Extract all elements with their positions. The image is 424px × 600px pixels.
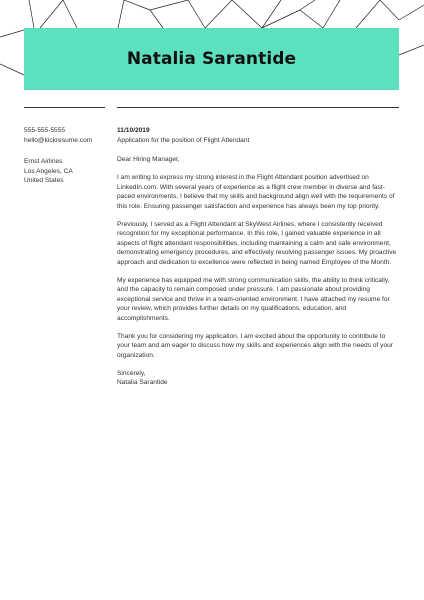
letter-body: [117, 126, 399, 388]
salutation: Dear Hiring Manager,: [117, 156, 180, 164]
signature: Natalia Sarantide: [117, 379, 168, 387]
paragraph: My experience has equipped me with strong communication skills, the ability to think critically, and the capacity to remain composed under pressure. I am passionate about providing exceptional service and thrive in a team-oriented environment. I have attached my resume for your review, which provides further details on my qualifications, education, and accomplishments.: [117, 276, 390, 323]
recipient-city: Los Angeles, CA: [24, 167, 73, 175]
recipient-company: Ernst Airlines: [24, 158, 63, 165]
main-divider: [117, 107, 399, 108]
paragraph: Thank you for considering my application. I am excited about the opportunity to contribute to your team and am eager to discuss how my skills and experiences align with the needs of your organization.: [117, 332, 393, 360]
applicant-name: Natalia Sarantide: [126, 49, 297, 69]
closing: Sincerely,: [117, 369, 146, 377]
sidebar-divider: [24, 107, 105, 108]
letter-subject: Application for the position of Flight Attendant: [117, 136, 250, 144]
email-address: hello@kickresume.com: [24, 136, 93, 144]
contact-sidebar: [24, 126, 114, 186]
paragraph: Previously, I served as a Flight Attendant at SkyWest Airlines, where I consistently received recognition for my exceptional performance. In this role, I gained valuable experience in all aspects of flight attendant responsibilities, including maintaining a calm and safe environment, demonstrating emergency procedures, and effectively resolving passenger issues. My proactive approach and dedication to excellence were reflected in being named Employee of the Month.: [117, 220, 397, 266]
letter-date: 11/10/2019: [117, 127, 150, 134]
paragraph: I am writing to express my strong interest in the Flight Attendant position advertised on LinkedIn.com. With several years of experience as a flight crew member in diverse and fast-paced environments, I believe that my skills and background align well with the requirements of this role. Ensuring passenger satisfaction and experience has always been my top priority.: [117, 173, 395, 210]
header-banner: [24, 28, 399, 90]
phone-number: 555-555-5555: [24, 127, 66, 134]
recipient-country: United States: [24, 177, 64, 184]
